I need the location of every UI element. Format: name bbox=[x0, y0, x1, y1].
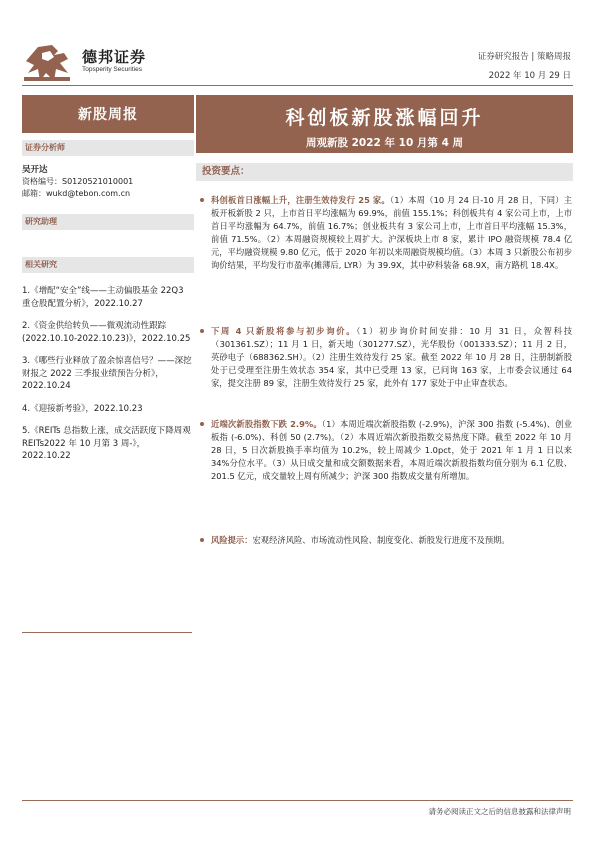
email-label: 邮箱： bbox=[22, 189, 46, 198]
company-name-cn: 德邦证券 bbox=[82, 48, 147, 66]
summary-bullet bbox=[200, 194, 572, 272]
bullet-text: 宏观经济风险、市场流动性风险、制度变化、新股发行进度不及预期。 bbox=[252, 535, 510, 545]
report-category-banner: 新股周报 bbox=[22, 95, 194, 133]
bullet-lead: 科创板首日涨幅上升，注册生效待发行 25 家。 bbox=[211, 195, 390, 205]
bullet-lead: 风险提示： bbox=[211, 535, 253, 545]
report-date: 2022 年 10 月 29 日 bbox=[488, 71, 571, 81]
related-item[interactable]: 1.《增配“安全”线——主动偏股基金 22Q3 重仓股配置分析》，2022.10.27 bbox=[22, 286, 184, 309]
related-item[interactable]: 4.《迎接新考验》，2022.10.23 bbox=[22, 403, 143, 414]
bullet-dot-icon bbox=[200, 198, 204, 202]
company-logo-icon bbox=[24, 43, 72, 83]
bullet-text: （1）本周近端次新股指数 (-2.9%)，沪深 300 指数 (-5.4%)、创业板指 (-6.0%)、科创 50 (2.7%)。（2）本周近端次新股指数交易热度下降。截至 2022 年 10 月 28 日，5 日次新股换手率均值为 10.2%，较上周减少 1.0pct，处于 2021 年 1 月 1 日以来 34%分位水平。（3）从日成交量和成交额数据来看，本周近端次新股指数均值分别为 6.1 亿股、201.5 亿元，成交量较上周有所减少；沪深 300 指数成交量有所增加。 bbox=[211, 419, 572, 481]
cert-value: S0120521010001 bbox=[62, 177, 134, 186]
disclaimer-note: 请务必阅读正文之后的信息披露和法律声明 bbox=[428, 807, 571, 816]
bullet-lead: 下周 4 只新股将参与初步询价。 bbox=[211, 326, 357, 336]
related-section-heading: 相关研究 bbox=[22, 257, 194, 273]
bullet-dot-icon bbox=[200, 329, 204, 333]
header-divider bbox=[22, 85, 573, 86]
title-banner bbox=[196, 95, 573, 153]
company-name-en: Topsperity Securities bbox=[82, 66, 142, 73]
footer-divider bbox=[22, 800, 573, 801]
summary-bullet bbox=[200, 534, 572, 547]
assistant-section-heading: 研究助理 bbox=[22, 214, 194, 230]
bullet-text: （1）初步询价时间安排：10 月 31 日，众智科技（301361.SZ）；11 月 1 日，新天地（301277.SZ），光华股份（001333.SZ）；11 月 2 日，英砂电子（688362.SH）。（2）注册生效待发行 25 家。截至 2022 年 10 月 28 日，注册制新股处于已受理至注册生效状态 354 家，其中已受理 13 家，已问询 163 家，上市委会议通过 64 家，提交注册 89 家，注册生效待发行 25 家，此外有 177 家处于中止审查状态。 bbox=[211, 326, 572, 388]
related-item[interactable]: 2.《资金供给转负——微观流动性跟踪(2022.10.10-2022.10.23)》，2022.10.25 bbox=[22, 321, 191, 344]
bullet-dot-icon bbox=[200, 538, 204, 542]
bullet-dot-icon bbox=[200, 422, 204, 426]
analyst-name: 吴开达 bbox=[22, 165, 48, 175]
analyst-cert bbox=[22, 176, 133, 187]
summary-heading: 投资要点： bbox=[196, 163, 573, 181]
email-link[interactable]: wukd@tebon.com.cn bbox=[46, 189, 131, 198]
cert-label: 资格编号： bbox=[22, 177, 62, 186]
summary-bullet bbox=[200, 418, 572, 483]
related-research-list bbox=[22, 285, 192, 473]
sub-title: 周观新股 2022 年 10 月第 4 周 bbox=[305, 137, 464, 149]
analyst-email bbox=[22, 188, 130, 199]
related-item[interactable]: 5.《REITs 总指数上涨，成交活跃度下降周观 REITs2022 年 10 月第 3 周-》，2022.10.22 bbox=[22, 426, 191, 461]
doc-type: 证券研究报告 | 策略周报 bbox=[477, 52, 571, 62]
main-title: 科创板新股涨幅回升 bbox=[285, 107, 484, 129]
left-column-divider bbox=[22, 632, 192, 633]
related-item[interactable]: 3.《哪些行业释放了盈余惊喜信号？——深挖财报之 2022 三季报业绩预告分析》，2022.10.24 bbox=[22, 356, 192, 391]
analyst-section-heading: 证券分析师 bbox=[22, 140, 194, 156]
bullet-lead: 近端次新股指数下跌 2.9%。 bbox=[211, 419, 322, 429]
bullet-text: （1）本周（10 月 24 日-10 月 28 日，下同）主板开板新股 2 只，上市首日平均涨幅为 69.9%，前值 155.1%；科创板共有 4 家公司上市，上市首日平均涨幅为 64.7%，前值 16.7%；创业板共有 3 家公司上市，上市首日平均涨幅 15.3%，前值 71.5%。（2）本周融资规模较上周扩大。沪深板块上市 8 家，累计 IPO 融资规模 78.4 亿元，平均融资规模 9.80 亿元，低于 2020 年初以来周融资规模均值。（3）本周 3 只新股公布初步询价结果，平均发行市盈率(摊薄后, LYR）为 39.9X，其中矽科装备 68.9X，南方路机 18.4X。 bbox=[211, 195, 572, 270]
summary-bullet bbox=[200, 325, 572, 390]
